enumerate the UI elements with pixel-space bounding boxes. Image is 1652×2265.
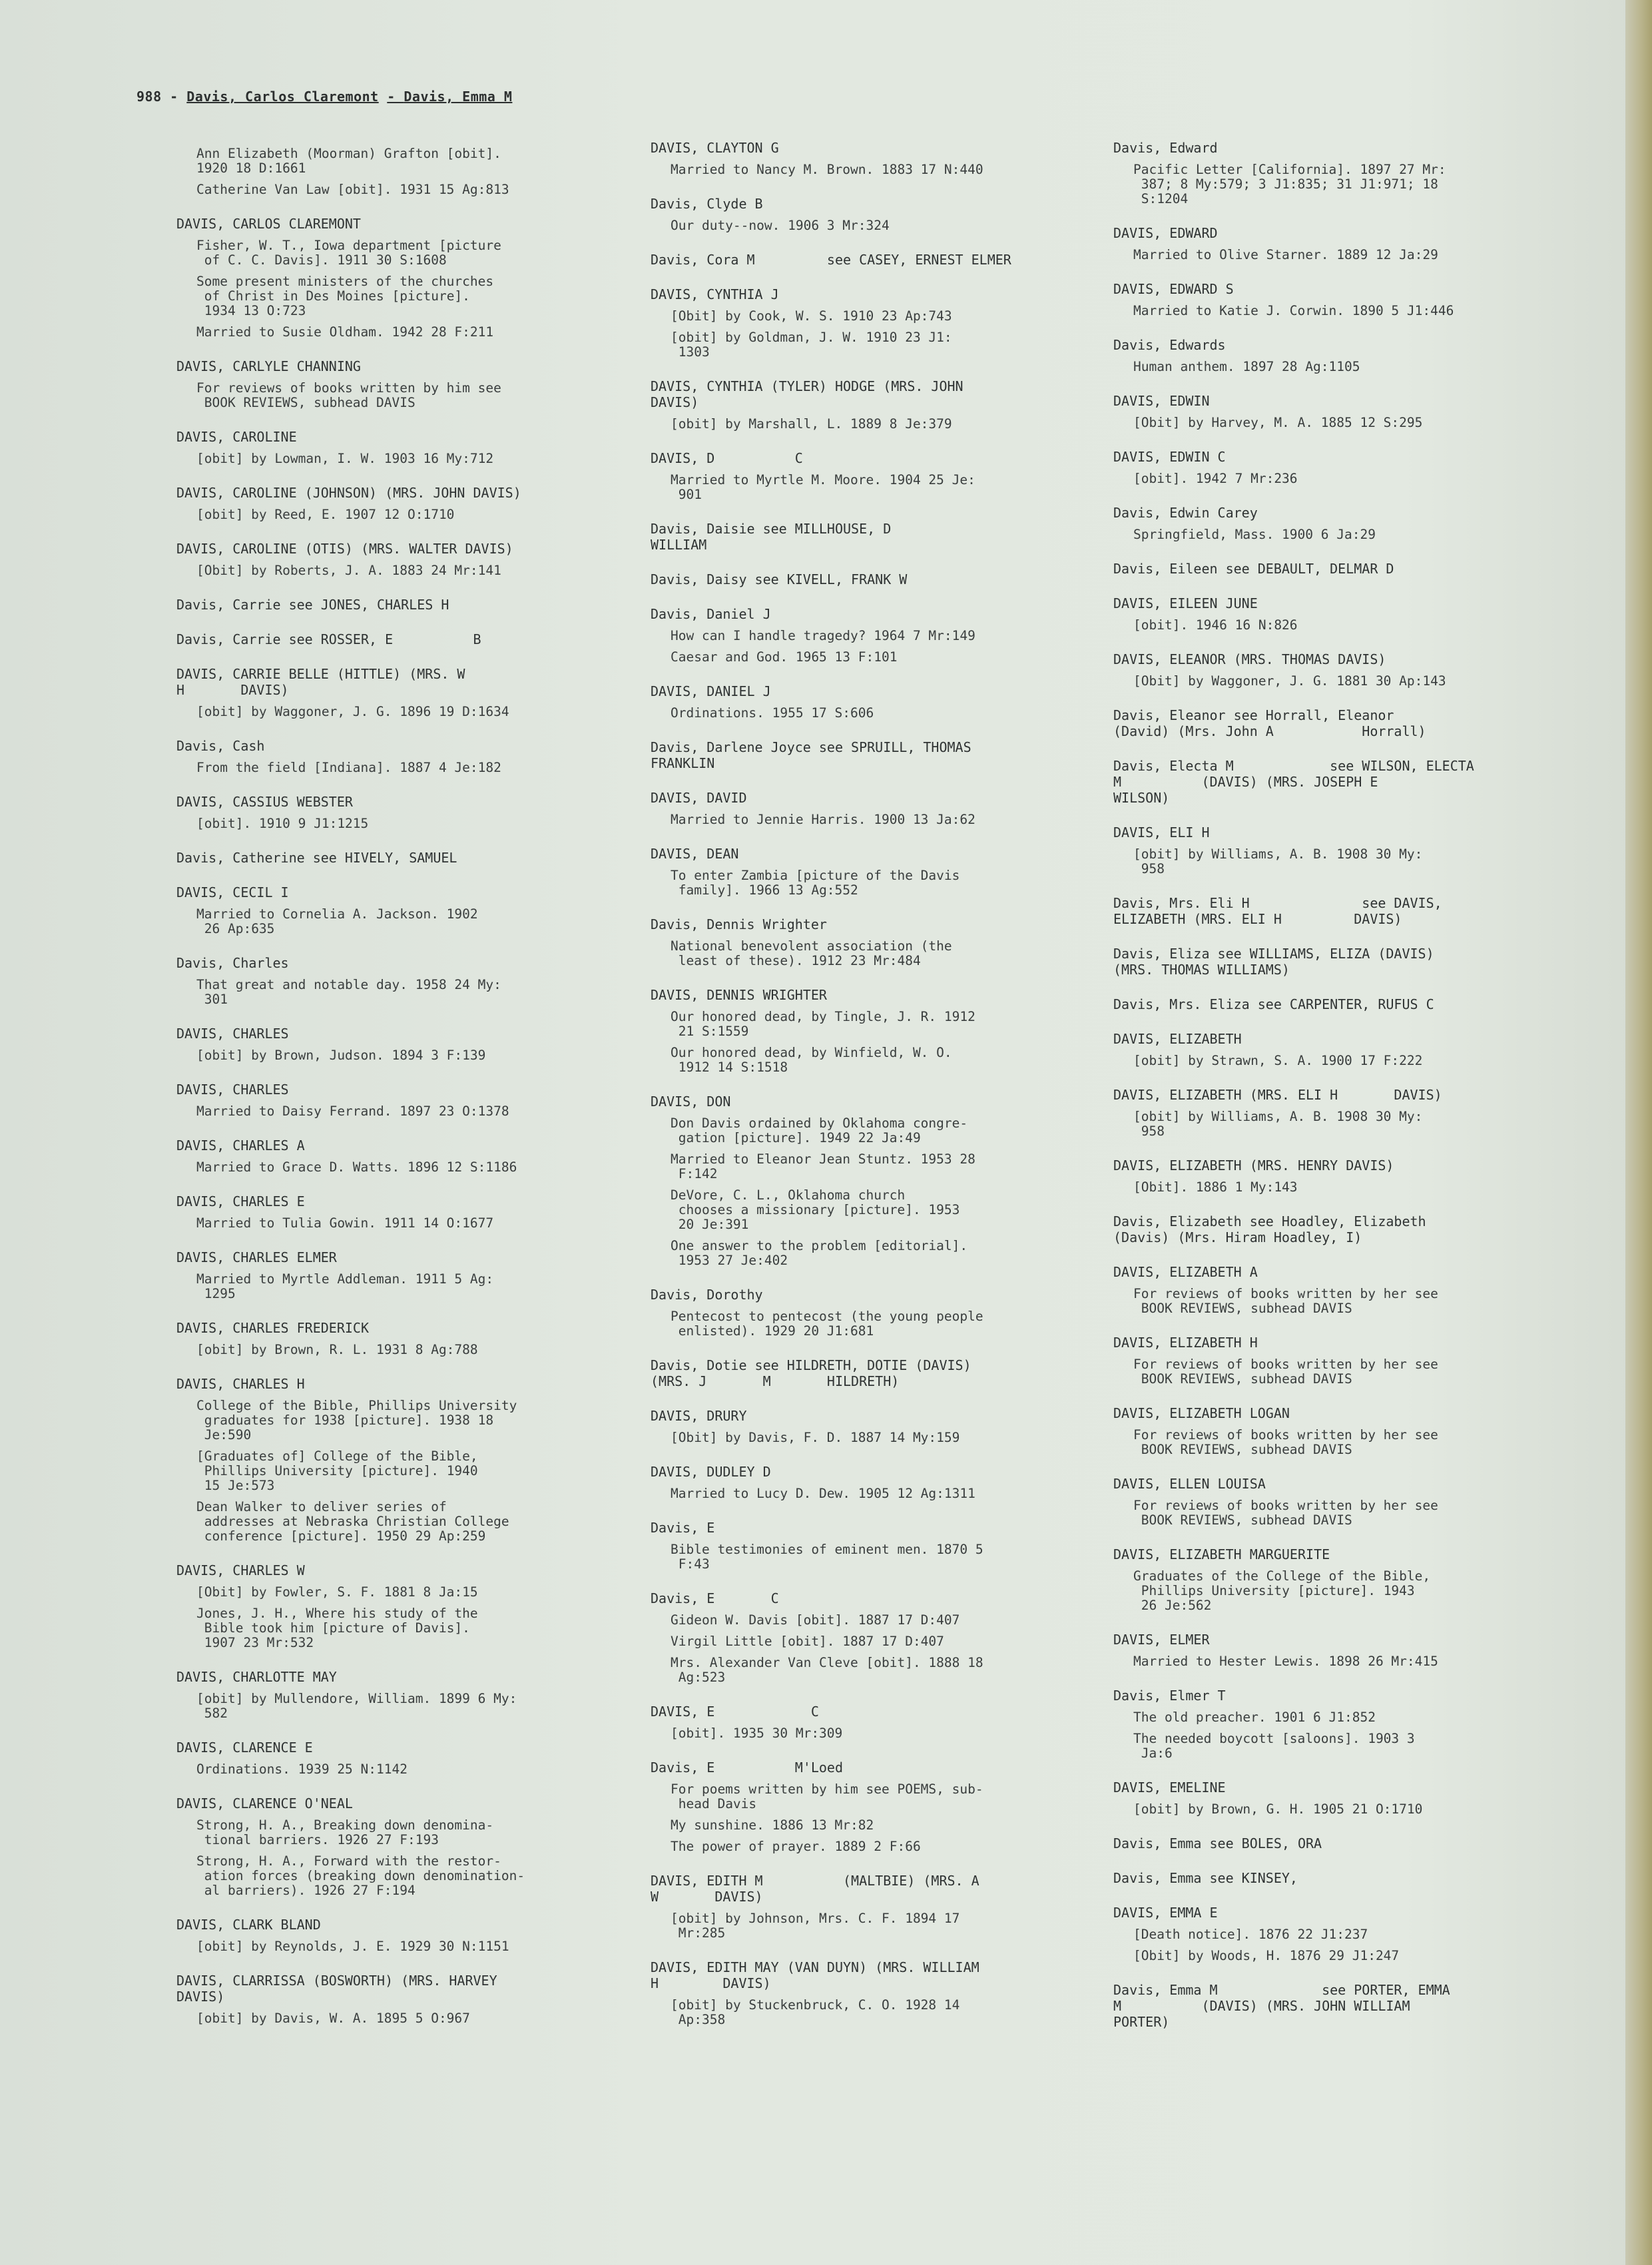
- entry-citation: Our honored dead, by Winfield, W. O. 1912 14 S:1518: [671, 1045, 952, 1075]
- entry-citation: Married to Nancy M. Brown. 1883 17 N:440: [671, 162, 983, 177]
- entry-citation: [Obit] by Waggoner, J. G. 1881 30 Ap:143: [1133, 673, 1446, 689]
- entry-heading: DAVIS, ELIZABETH A: [1113, 1264, 1258, 1280]
- entry-heading: DAVIS, CHARLOTTE MAY: [176, 1669, 337, 1685]
- header-range-separator: -: [387, 89, 404, 105]
- entry-heading: Davis, Emma see KINSEY,: [1113, 1870, 1298, 1886]
- entry-citation: Virgil Little [obit]. 1887 17 D:407: [671, 1634, 944, 1649]
- entry-heading: DAVIS, EDITH MAY (VAN DUYN) (MRS. WILLIAM H DAVIS): [651, 1959, 979, 1991]
- index-entry: [651, 1959, 1117, 2027]
- index-entry: [1113, 140, 1593, 206]
- entry-heading: DAVIS, CHARLES W: [176, 1562, 305, 1578]
- entry-citation: Dean Walker to deliver series of addresses at Nebraska Christian College conference [picture]. 1950 29 Ap:259: [196, 1499, 509, 1544]
- header-range-from: Davis, Carlos Claremont: [186, 89, 379, 105]
- entry-citation: [obit] by Goldman, J. W. 1910 23 J1: 1303: [671, 330, 952, 360]
- entry-heading: DAVIS, ELIZABETH MARGUERITE: [1113, 1546, 1330, 1562]
- entry-citation: Fisher, W. T., Iowa department [picture of C. C. Davis]. 1911 30 S:1608: [196, 238, 501, 268]
- entry-citation: [obit] by Williams, A. B. 1908 30 My: 958: [1133, 1109, 1423, 1139]
- entry-heading: DAVIS, EDWARD: [1113, 225, 1218, 241]
- entry-heading: DAVIS, EDWARD S: [1113, 281, 1234, 297]
- entry-heading: Davis, Dennis Wrighter: [651, 916, 827, 932]
- index-entry: [1113, 946, 1593, 978]
- header-range-to: Davis, Emma M: [404, 89, 513, 105]
- entry-heading: Davis, Darlene Joyce see SPRUILL, THOMAS FRANKLIN: [651, 739, 971, 771]
- entry-heading: DAVIS, DAVID: [651, 790, 747, 806]
- entry-citation: One answer to the problem [editorial]. 1953 27 Je:402: [671, 1238, 968, 1268]
- index-entry: [176, 794, 636, 831]
- entry-citation: Strong, H. A., Forward with the restor- ation forces (breaking down denomination- al barriers). 1926 27 F:194: [196, 1853, 525, 1898]
- entry-citation: [obit] by Brown, Judson. 1894 3 F:139: [196, 1048, 486, 1063]
- entry-citation: Married to Cornelia A. Jackson. 1902 26 Ap:635: [196, 906, 478, 936]
- index-entry: [651, 252, 1117, 268]
- index-entry: [176, 1249, 636, 1301]
- entry-heading: DAVIS, CHARLES FREDERICK: [176, 1320, 369, 1336]
- entry-heading: Davis, Elizabeth see Hoadley, Elizabeth (Davis) (Mrs. Hiram Hoadley, I): [1113, 1213, 1426, 1245]
- index-entry: [1113, 393, 1593, 430]
- entry-citation: The power of prayer. 1889 2 F:66: [671, 1839, 921, 1854]
- index-entry: [176, 1973, 636, 2026]
- index-entry: [1113, 505, 1593, 542]
- index-entry: [176, 1917, 636, 1954]
- index-entry: [1113, 1982, 1593, 2030]
- index-entry: [1113, 1476, 1593, 1528]
- entry-citation: Graduates of the College of the Bible, Phillips University [picture]. 1943 26 Je:562: [1133, 1568, 1431, 1613]
- entry-citation: Married to Lucy D. Dew. 1905 12 Ag:1311: [671, 1486, 975, 1501]
- entry-citation: [obit] by Marshall, L. 1889 8 Je:379: [671, 416, 952, 432]
- index-entry: [176, 597, 636, 613]
- index-entry: [651, 450, 1117, 502]
- index-entry: [651, 1590, 1117, 1685]
- entry-heading: Davis, Mrs. Eli H see DAVIS, ELIZABETH (MRS. ELI H DAVIS): [1113, 895, 1442, 927]
- index-entry: [651, 521, 1117, 553]
- entry-heading: DAVIS, ELIZABETH: [1113, 1031, 1242, 1047]
- entry-citation: [Obit] by Woods, H. 1876 29 J1:247: [1133, 1948, 1400, 1963]
- entry-heading: DAVIS, CHARLES E: [176, 1193, 305, 1209]
- index-entry: [1113, 1405, 1593, 1457]
- index-entry: [651, 196, 1117, 233]
- entry-citation: How can I handle tragedy? 1964 7 Mr:149: [671, 628, 975, 643]
- index-entry: [176, 738, 636, 775]
- entry-heading: Davis, Daisie see MILLHOUSE, D WILLIAM: [651, 521, 892, 553]
- entry-citation: Married to Daisy Ferrand. 1897 23 O:1378: [196, 1104, 509, 1119]
- entry-citation: For reviews of books written by her see BOOK REVIEWS, subhead DAVIS: [1133, 1498, 1438, 1528]
- index-entry: [176, 666, 636, 719]
- entry-citation: Mrs. Alexander Van Cleve [obit]. 1888 18 Ag:523: [671, 1655, 983, 1685]
- entry-heading: DAVIS, ELMER: [1113, 1632, 1210, 1648]
- entry-citation: For reviews of books written by her see BOOK REVIEWS, subhead DAVIS: [1133, 1427, 1438, 1457]
- entry-heading: Davis, Eliza see WILLIAMS, ELIZA (DAVIS) (MRS. THOMAS WILLIAMS): [1113, 946, 1434, 978]
- entry-citation: [obit] by Stuckenbruck, C. O. 1928 14 Ap:358: [671, 1997, 960, 2027]
- header-dash: -: [170, 89, 187, 105]
- index-entry: [651, 378, 1117, 432]
- index-entry: [176, 1669, 636, 1721]
- entry-heading: DAVIS, EMELINE: [1113, 1780, 1226, 1795]
- entry-citation: [obit]. 1910 9 J1:1215: [196, 816, 369, 831]
- entry-citation: [Obit] by Roberts, J. A. 1883 24 Mr:141: [196, 563, 501, 578]
- index-entry: [651, 1464, 1117, 1501]
- entry-heading: DAVIS, CHARLES: [176, 1082, 289, 1098]
- index-entry: [1113, 1905, 1593, 1963]
- index-entry: [651, 683, 1117, 721]
- entry-heading: DAVIS, ELI H: [1113, 824, 1210, 840]
- index-entry: [176, 1562, 636, 1650]
- index-entry: [1113, 895, 1593, 927]
- entry-heading: DAVIS, CLARK BLAND: [176, 1917, 321, 1933]
- entry-citation: [Obit] by Harvey, M. A. 1885 12 S:295: [1133, 415, 1423, 430]
- entry-heading: DAVIS, CYNTHIA (TYLER) HODGE (MRS. JOHN DAVIS): [651, 378, 964, 410]
- entry-heading: DAVIS, CYNTHIA J: [651, 286, 779, 302]
- entry-citation: [obit] by Brown, G. H. 1905 21 O:1710: [1133, 1801, 1423, 1817]
- entry-citation: Married to Myrtle M. Moore. 1904 25 Je: 901: [671, 472, 975, 502]
- page-number: 988: [137, 89, 162, 105]
- entry-heading: DAVIS, EILEEN JUNE: [1113, 595, 1258, 611]
- entry-heading: DAVIS, CASSIUS WEBSTER: [176, 794, 353, 810]
- index-entry: [1113, 449, 1593, 486]
- index-entry: [176, 429, 636, 466]
- index-entry: [176, 485, 636, 522]
- entry-heading: DAVIS, ELIZABETH (MRS. ELI H DAVIS): [1113, 1087, 1442, 1103]
- index-entry: [651, 1094, 1117, 1268]
- index-entry: [176, 1026, 636, 1063]
- index-entry: [176, 147, 636, 197]
- entry-heading: Davis, Daniel J: [651, 606, 771, 622]
- column-2: [651, 140, 1117, 2046]
- entry-heading: DAVIS, EDWIN: [1113, 393, 1210, 409]
- index-entry: [651, 1520, 1117, 1572]
- entry-citation: Don Davis ordained by Oklahoma congre- gation [picture]. 1949 22 Ja:49: [671, 1116, 968, 1145]
- index-entry: [651, 1873, 1117, 1941]
- entry-citation: [obit] by Lowman, I. W. 1903 16 My:712: [196, 451, 494, 466]
- entry-citation: Human anthem. 1897 28 Ag:1105: [1133, 359, 1360, 374]
- entry-citation: Caesar and God. 1965 13 F:101: [671, 649, 898, 665]
- entry-citation: [obit] by Mullendore, William. 1899 6 My: 582: [196, 1691, 517, 1721]
- index-entry: [1113, 1213, 1593, 1245]
- index-entry: [176, 1082, 636, 1119]
- entry-citation: Married to Hester Lewis. 1898 26 Mr:415: [1133, 1654, 1438, 1669]
- entry-citation: For reviews of books written by her see BOOK REVIEWS, subhead DAVIS: [1133, 1357, 1438, 1387]
- entry-citation: [obit] by Brown, R. L. 1931 8 Ag:788: [196, 1342, 478, 1357]
- entry-citation: Springfield, Mass. 1900 6 Ja:29: [1133, 527, 1376, 542]
- index-entry: [176, 884, 636, 936]
- entry-heading: DAVIS, ELIZABETH H: [1113, 1335, 1258, 1351]
- book-spine-edge: [1625, 0, 1652, 2265]
- entry-citation: Married to Myrtle Addleman. 1911 5 Ag: 1295: [196, 1271, 494, 1301]
- entry-heading: DAVIS, CHARLES ELMER: [176, 1249, 337, 1265]
- entry-heading: DAVIS, ELLEN LOUISA: [1113, 1476, 1266, 1492]
- entry-citation: Married to Eleanor Jean Stuntz. 1953 28 F:142: [671, 1151, 975, 1181]
- entry-heading: Davis, E: [651, 1520, 715, 1536]
- index-entry: [1113, 1870, 1593, 1886]
- entry-heading: Davis, Dorothy: [651, 1287, 763, 1303]
- entry-citation: From the field [Indiana]. 1887 4 Je:182: [196, 760, 501, 775]
- entry-heading: DAVIS, CHARLES: [176, 1026, 289, 1042]
- entry-heading: Davis, Edwards: [1113, 337, 1226, 353]
- entry-heading: DAVIS, E C: [651, 1704, 819, 1720]
- entry-citation: [obit]. 1946 16 N:826: [1133, 617, 1298, 633]
- entry-heading: Davis, Cash: [176, 738, 265, 754]
- entry-citation: [obit] by Strawn, S. A. 1900 17 F:222: [1133, 1053, 1423, 1068]
- index-entry: [651, 846, 1117, 898]
- entry-heading: Davis, Carrie see ROSSER, E B: [176, 631, 481, 647]
- entry-citation: To enter Zambia [picture of the Davis family]. 1966 13 Ag:552: [671, 868, 960, 898]
- index-entry: [1113, 1688, 1593, 1761]
- index-entry: [176, 1376, 636, 1544]
- entry-citation: National benevolent association (the least of these). 1912 23 Mr:484: [671, 938, 952, 968]
- entry-heading: DAVIS, DANIEL J: [651, 683, 771, 699]
- index-entry: [1113, 1335, 1593, 1387]
- entry-citation: [obit] by Reynolds, J. E. 1929 30 N:1151: [196, 1939, 509, 1954]
- entry-heading: DAVIS, DON: [651, 1094, 731, 1110]
- entry-heading: DAVIS, CAROLINE (OTIS) (MRS. WALTER DAVIS): [176, 541, 513, 557]
- index-entry: [1113, 1264, 1593, 1316]
- index-entry: [176, 358, 636, 410]
- column-1: [176, 140, 636, 2045]
- entry-heading: DAVIS, CAROLINE: [176, 429, 297, 445]
- index-entry: [1113, 1087, 1593, 1139]
- entry-heading: DAVIS, ELIZABETH (MRS. HENRY DAVIS): [1113, 1157, 1394, 1173]
- index-entry: [176, 1740, 636, 1777]
- entry-citation: [obit]. 1935 30 Mr:309: [671, 1726, 843, 1741]
- running-header: [137, 89, 512, 105]
- entry-heading: DAVIS, CLARRISSA (BOSWORTH) (MRS. HARVEY DAVIS): [176, 1973, 497, 2005]
- entry-heading: Davis, Clyde B: [651, 196, 763, 212]
- entry-citation: Our duty--now. 1906 3 Mr:324: [671, 218, 890, 233]
- entry-heading: DAVIS, CHARLES H: [176, 1376, 305, 1392]
- entry-citation: [Graduates of] College of the Bible, Phillips University [picture]. 1940 15 Je:573: [196, 1449, 478, 1493]
- entry-citation: Strong, H. A., Breaking down denomina- tional barriers. 1926 27 F:193: [196, 1817, 494, 1847]
- index-entry: [651, 790, 1117, 827]
- entry-heading: DAVIS, CECIL I: [176, 884, 289, 900]
- index-entry: [1113, 1632, 1593, 1669]
- index-entry: [176, 1320, 636, 1357]
- entry-citation: The old preacher. 1901 6 J1:852: [1133, 1710, 1376, 1725]
- index-entry: [651, 140, 1117, 177]
- entry-citation: [Obit] by Fowler, S. F. 1881 8 Ja:15: [196, 1584, 478, 1600]
- entry-citation: Bible testimonies of eminent men. 1870 5 F:43: [671, 1542, 983, 1572]
- index-entry: [651, 987, 1117, 1075]
- entry-heading: Davis, Carrie see JONES, CHARLES H: [176, 597, 449, 613]
- entry-heading: DAVIS, DEAN: [651, 846, 739, 862]
- entry-heading: Davis, Mrs. Eliza see CARPENTER, RUFUS C: [1113, 996, 1434, 1012]
- entry-citation: [obit] by Johnson, Mrs. C. F. 1894 17 Mr:285: [671, 1911, 960, 1941]
- entry-heading: DAVIS, CARLYLE CHANNING: [176, 358, 361, 374]
- column-3: [1113, 140, 1593, 2049]
- entry-heading: DAVIS, EDWIN C: [1113, 449, 1226, 465]
- entry-heading: Davis, Electa M see WILSON, ELECTA M (DAVIS) (MRS. JOSEPH E WILSON): [1113, 758, 1474, 806]
- entry-citation: [obit]. 1942 7 Mr:236: [1133, 471, 1298, 486]
- entry-citation: [obit] by Reed, E. 1907 12 O:1710: [196, 507, 455, 522]
- entry-heading: DAVIS, ELIZABETH LOGAN: [1113, 1405, 1290, 1421]
- entry-heading: Davis, Edward: [1113, 140, 1218, 156]
- entry-heading: DAVIS, CLARENCE O'NEAL: [176, 1795, 353, 1811]
- entry-citation: For reviews of books written by her see BOOK REVIEWS, subhead DAVIS: [1133, 1286, 1438, 1316]
- entry-heading: Davis, Eileen see DEBAULT, DELMAR D: [1113, 561, 1394, 577]
- index-entry: [176, 1137, 636, 1175]
- index-entry: [651, 286, 1117, 360]
- entry-heading: DAVIS, CARLOS CLAREMONT: [176, 216, 361, 232]
- index-entry: [651, 1287, 1117, 1339]
- entry-heading: Davis, Edwin Carey: [1113, 505, 1258, 521]
- index-entry: [1113, 1031, 1593, 1068]
- index-entry: [1113, 1157, 1593, 1195]
- entry-citation: Married to Jennie Harris. 1900 13 Ja:62: [671, 812, 975, 827]
- entry-heading: DAVIS, EDITH M (MALTBIE) (MRS. A W DAVIS): [651, 1873, 979, 1905]
- entry-heading: DAVIS, DUDLEY D: [651, 1464, 771, 1480]
- entry-heading: Davis, Cora M see CASEY, ERNEST ELMER: [651, 252, 1011, 268]
- entry-citation: Pentecost to pentecost (the young people enlisted). 1929 20 J1:681: [671, 1309, 983, 1339]
- entry-citation: Married to Olive Starner. 1889 12 Ja:29: [1133, 247, 1438, 262]
- entry-citation: [Obit] by Cook, W. S. 1910 23 Ap:743: [671, 308, 952, 324]
- entry-heading: Davis, Daisy see KIVELL, FRANK W: [651, 571, 908, 587]
- index-entry: [651, 916, 1117, 968]
- index-entry: [176, 1193, 636, 1231]
- entry-heading: Davis, E M'Loed: [651, 1760, 843, 1776]
- index-entry: [1113, 758, 1593, 806]
- entry-citation: [Obit] by Davis, F. D. 1887 14 My:159: [671, 1430, 960, 1445]
- entry-heading: DAVIS, EMMA E: [1113, 1905, 1218, 1921]
- entry-citation: [obit] by Williams, A. B. 1908 30 My: 958: [1133, 846, 1423, 876]
- entry-citation: Married to Katie J. Corwin. 1890 5 J1:446: [1133, 303, 1454, 318]
- index-entry: [1113, 281, 1593, 318]
- entry-heading: Davis, Charles: [176, 955, 289, 971]
- entry-citation: The needed boycott [saloons]. 1903 3 Ja:6: [1133, 1731, 1415, 1761]
- entry-heading: DAVIS, DENNIS WRIGHTER: [651, 987, 827, 1003]
- index-entry: [176, 955, 636, 1007]
- entry-heading: Davis, Emma M see PORTER, EMMA M (DAVIS) (MRS. JOHN WILLIAM PORTER): [1113, 1982, 1450, 2030]
- index-entry: [1113, 707, 1593, 739]
- index-entry: [1113, 651, 1593, 689]
- index-entry: [651, 606, 1117, 665]
- entry-citation: Married to Tulia Gowin. 1911 14 O:1677: [196, 1215, 494, 1231]
- index-entry: [651, 1704, 1117, 1741]
- entry-heading: DAVIS, CHARLES A: [176, 1137, 305, 1153]
- entry-heading: DAVIS, CARRIE BELLE (HITTLE) (MRS. W H DAVIS): [176, 666, 465, 698]
- entry-heading: Davis, Emma see BOLES, ORA: [1113, 1835, 1322, 1851]
- entry-heading: DAVIS, CLAYTON G: [651, 140, 779, 156]
- index-entry: [651, 1408, 1117, 1445]
- index-entry: [651, 1357, 1117, 1389]
- entry-citation: For reviews of books written by him see BOOK REVIEWS, subhead DAVIS: [196, 380, 501, 410]
- entry-citation: Married to Grace D. Watts. 1896 12 S:1186: [196, 1159, 517, 1175]
- entry-citation: Jones, J. H., Where his study of the Bible took him [picture of Davis]. 1907 23 Mr:532: [196, 1606, 478, 1650]
- entry-heading: DAVIS, D C: [651, 450, 803, 466]
- index-entry: [651, 571, 1117, 587]
- index-entry: [1113, 337, 1593, 374]
- entry-citation: [Death notice]. 1876 22 J1:237: [1133, 1927, 1368, 1942]
- index-entry: [176, 850, 636, 866]
- index-entry: [176, 541, 636, 578]
- index-entry: [1113, 996, 1593, 1012]
- index-entry: [1113, 824, 1593, 876]
- index-entry: [176, 631, 636, 647]
- entry-heading: DAVIS, CAROLINE (JOHNSON) (MRS. JOHN DAVIS): [176, 485, 521, 501]
- entry-heading: Davis, E C: [651, 1590, 779, 1606]
- index-entry: [1113, 1546, 1593, 1613]
- entry-citation: DeVore, C. L., Oklahoma church chooses a missionary [picture]. 1953 20 Je:391: [671, 1187, 960, 1232]
- entry-citation: For poems written by him see POEMS, sub- head Davis: [671, 1781, 983, 1811]
- index-entry: [651, 739, 1117, 771]
- entry-citation: Our honored dead, by Tingle, J. R. 1912 21 S:1559: [671, 1009, 975, 1039]
- entry-heading: DAVIS, ELEANOR (MRS. THOMAS DAVIS): [1113, 651, 1386, 667]
- entry-citation: Pacific Letter [California]. 1897 27 Mr: 387; 8 My:579; 3 J1:835; 31 J1:971; 18 S:1204: [1133, 162, 1446, 206]
- entry-citation: Gideon W. Davis [obit]. 1887 17 D:407: [671, 1612, 960, 1628]
- entry-heading: DAVIS, CLARENCE E: [176, 1740, 313, 1756]
- entry-citation: [Obit]. 1886 1 My:143: [1133, 1179, 1298, 1195]
- entry-heading: Davis, Eleanor see Horrall, Eleanor (David) (Mrs. John A Horrall): [1113, 707, 1426, 739]
- entry-citation: That great and notable day. 1958 24 My: 301: [196, 977, 501, 1007]
- index-entry: [1113, 595, 1593, 633]
- index-entry: [651, 1760, 1117, 1854]
- entry-heading: DAVIS, DRURY: [651, 1408, 747, 1424]
- index-entry: [1113, 561, 1593, 577]
- entry-citation: [obit] by Waggoner, J. G. 1896 19 D:1634: [196, 704, 509, 719]
- entry-citation: Catherine Van Law [obit]. 1931 15 Ag:813: [196, 182, 509, 197]
- entry-citation: Some present ministers of the churches of Christ in Des Moines [picture]. 1934 13 O:723: [196, 274, 494, 318]
- index-entry: [176, 1795, 636, 1898]
- entry-citation: Ann Elizabeth (Moorman) Grafton [obit]. 1920 18 D:1661: [196, 146, 501, 176]
- entry-citation: Ordinations. 1939 25 N:1142: [196, 1762, 408, 1777]
- entry-citation: [obit] by Davis, W. A. 1895 5 O:967: [196, 2011, 470, 2026]
- entry-citation: Ordinations. 1955 17 S:606: [671, 705, 874, 721]
- entry-heading: Davis, Catherine see HIVELY, SAMUEL: [176, 850, 457, 866]
- index-entry: [1113, 225, 1593, 262]
- entry-heading: Davis, Elmer T: [1113, 1688, 1226, 1704]
- index-entry: [1113, 1780, 1593, 1817]
- entry-heading: Davis, Dotie see HILDRETH, DOTIE (DAVIS) (MRS. J M HILDRETH): [651, 1357, 971, 1389]
- index-entry: [1113, 1835, 1593, 1851]
- entry-citation: Married to Susie Oldham. 1942 28 F:211: [196, 324, 494, 340]
- index-entry: [176, 216, 636, 340]
- entry-citation: College of the Bible, Phillips University graduates for 1938 [picture]. 1938 18 Je:590: [196, 1398, 517, 1443]
- entry-citation: My sunshine. 1886 13 Mr:82: [671, 1817, 874, 1833]
